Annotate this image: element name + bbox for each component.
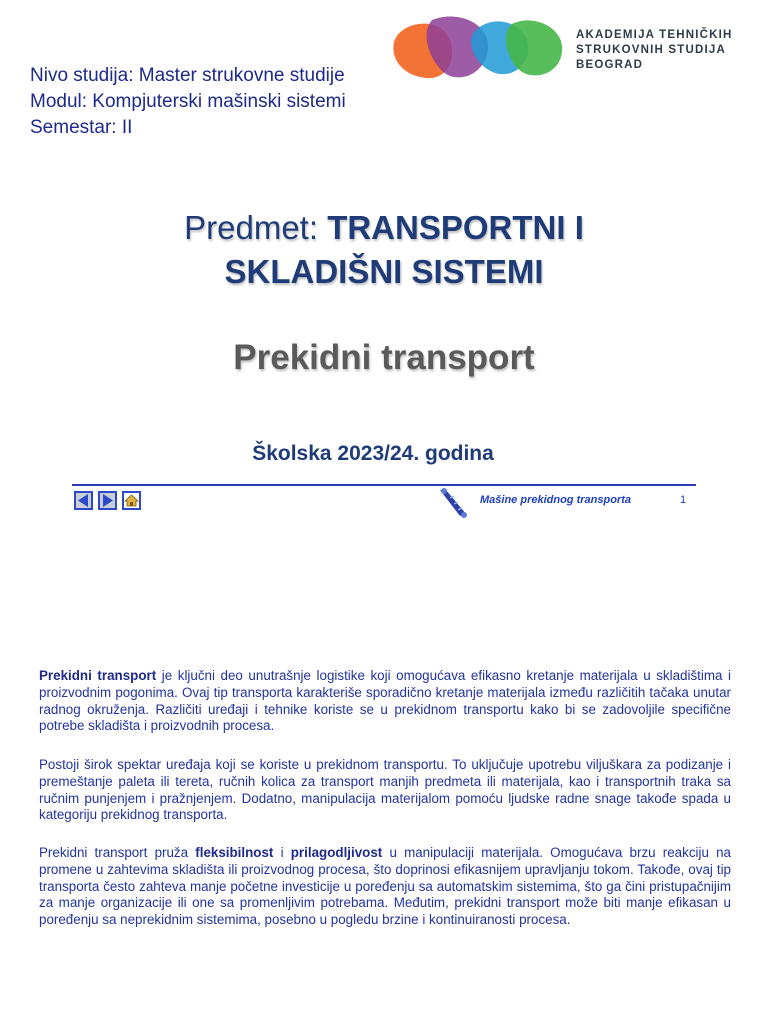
module: Modul: Kompjuterski mašinski sistemi — [30, 91, 346, 112]
study-level: Nivo studija: Master strukovne studije — [30, 65, 345, 86]
institution-name — [576, 28, 733, 73]
academy-logo — [392, 14, 564, 84]
paragraph-intro — [39, 668, 731, 735]
page-number: 1 — [680, 494, 687, 506]
academic-year: Školska 2023/24. godina — [252, 442, 494, 465]
previous-slide-button[interactable] — [74, 491, 93, 510]
institution-line-2: STRUKOVNIH STUDIJA — [576, 44, 727, 56]
course-title-line-2: SKLADIŠNI SISTEMI — [224, 253, 544, 290]
paragraph-flexibility-part-3: u manipulaciji materijala. Omogućava brzu reakciju na promene u zahtevima skladišta ili proizvodnog procesa, što doprinosi efikasnijem upravljanju tokom. Takođe, ovaj tip transporta često zahteva manje početne investicije u poređenju sa automatskim sistemima, što ga čini pristupačnijim za manje organizacije ili one sa promenljivim potrebama. Međutim, prekidni transport može biti manje efikasan u poređenju sa neprekidnim sistemima, posebno u pogledu brzine i kontinuiranosti procesa. — [39, 845, 731, 928]
semester: Semestar: II — [30, 117, 133, 138]
institution-line-3: BEOGRAD — [576, 59, 644, 71]
divider-line — [72, 484, 696, 486]
paragraph-devices: Postoji širok spektar uređaja koji se koriste u prekidnom transportu. To uključuje upotrebu viljuškara za podizanje i premeštanje paleta ili tereta, ručnih kolica za transport manjih predmeta ili materijala, kao i transportnih traka sa ručnim punjenjem i pražnjenjem. Dodatno, manipulacija materijalom pomoću ljudske radne snage takođe spada u kategoriju prekidnog transporta. — [39, 757, 731, 823]
home-icon — [124, 493, 139, 508]
slide-footer-title: Mašine prekidnog transporta — [480, 494, 631, 506]
paragraph-flexibility-bold-2: prilagodljivost — [290, 845, 383, 860]
paragraph-flexibility — [39, 845, 731, 929]
institution-line-1: AKADEMIJA TEHNIČKIH — [576, 29, 733, 41]
course-title-line-1: TRANSPORTNI I — [327, 209, 584, 246]
paragraph-intro-lead: Prekidni transport — [39, 668, 157, 683]
conveyor-icon — [436, 486, 476, 520]
lecture-topic: Prekidni transport — [233, 338, 535, 377]
previous-arrow-icon — [76, 493, 91, 508]
next-slide-button[interactable] — [98, 491, 117, 510]
paragraph-intro-text: je ključni deo unutrašnje logistike koji omogućava efikasno kretanje materijala u skladištima i proizvodnim pogonima. Ovaj tip transporta karakteriše sporadično kretanje materijala između različitih tačaka unutar radnog okruženja. Različiti uređaji i tehnike koriste se u prekidnom transportu kako bi se zadovoljile specifične potrebe skladišta i proizvodnih procesa. — [39, 668, 731, 734]
home-button[interactable] — [122, 491, 141, 510]
course-title-prefix: Predmet: — [184, 209, 328, 246]
paragraph-flexibility-part-2: i — [273, 845, 291, 860]
course-title — [0, 206, 768, 294]
paragraph-flexibility-part-1: Prekidni transport pruža — [39, 845, 196, 860]
paragraph-flexibility-bold-1: fleksibilnost — [195, 845, 274, 860]
next-arrow-icon — [100, 493, 115, 508]
